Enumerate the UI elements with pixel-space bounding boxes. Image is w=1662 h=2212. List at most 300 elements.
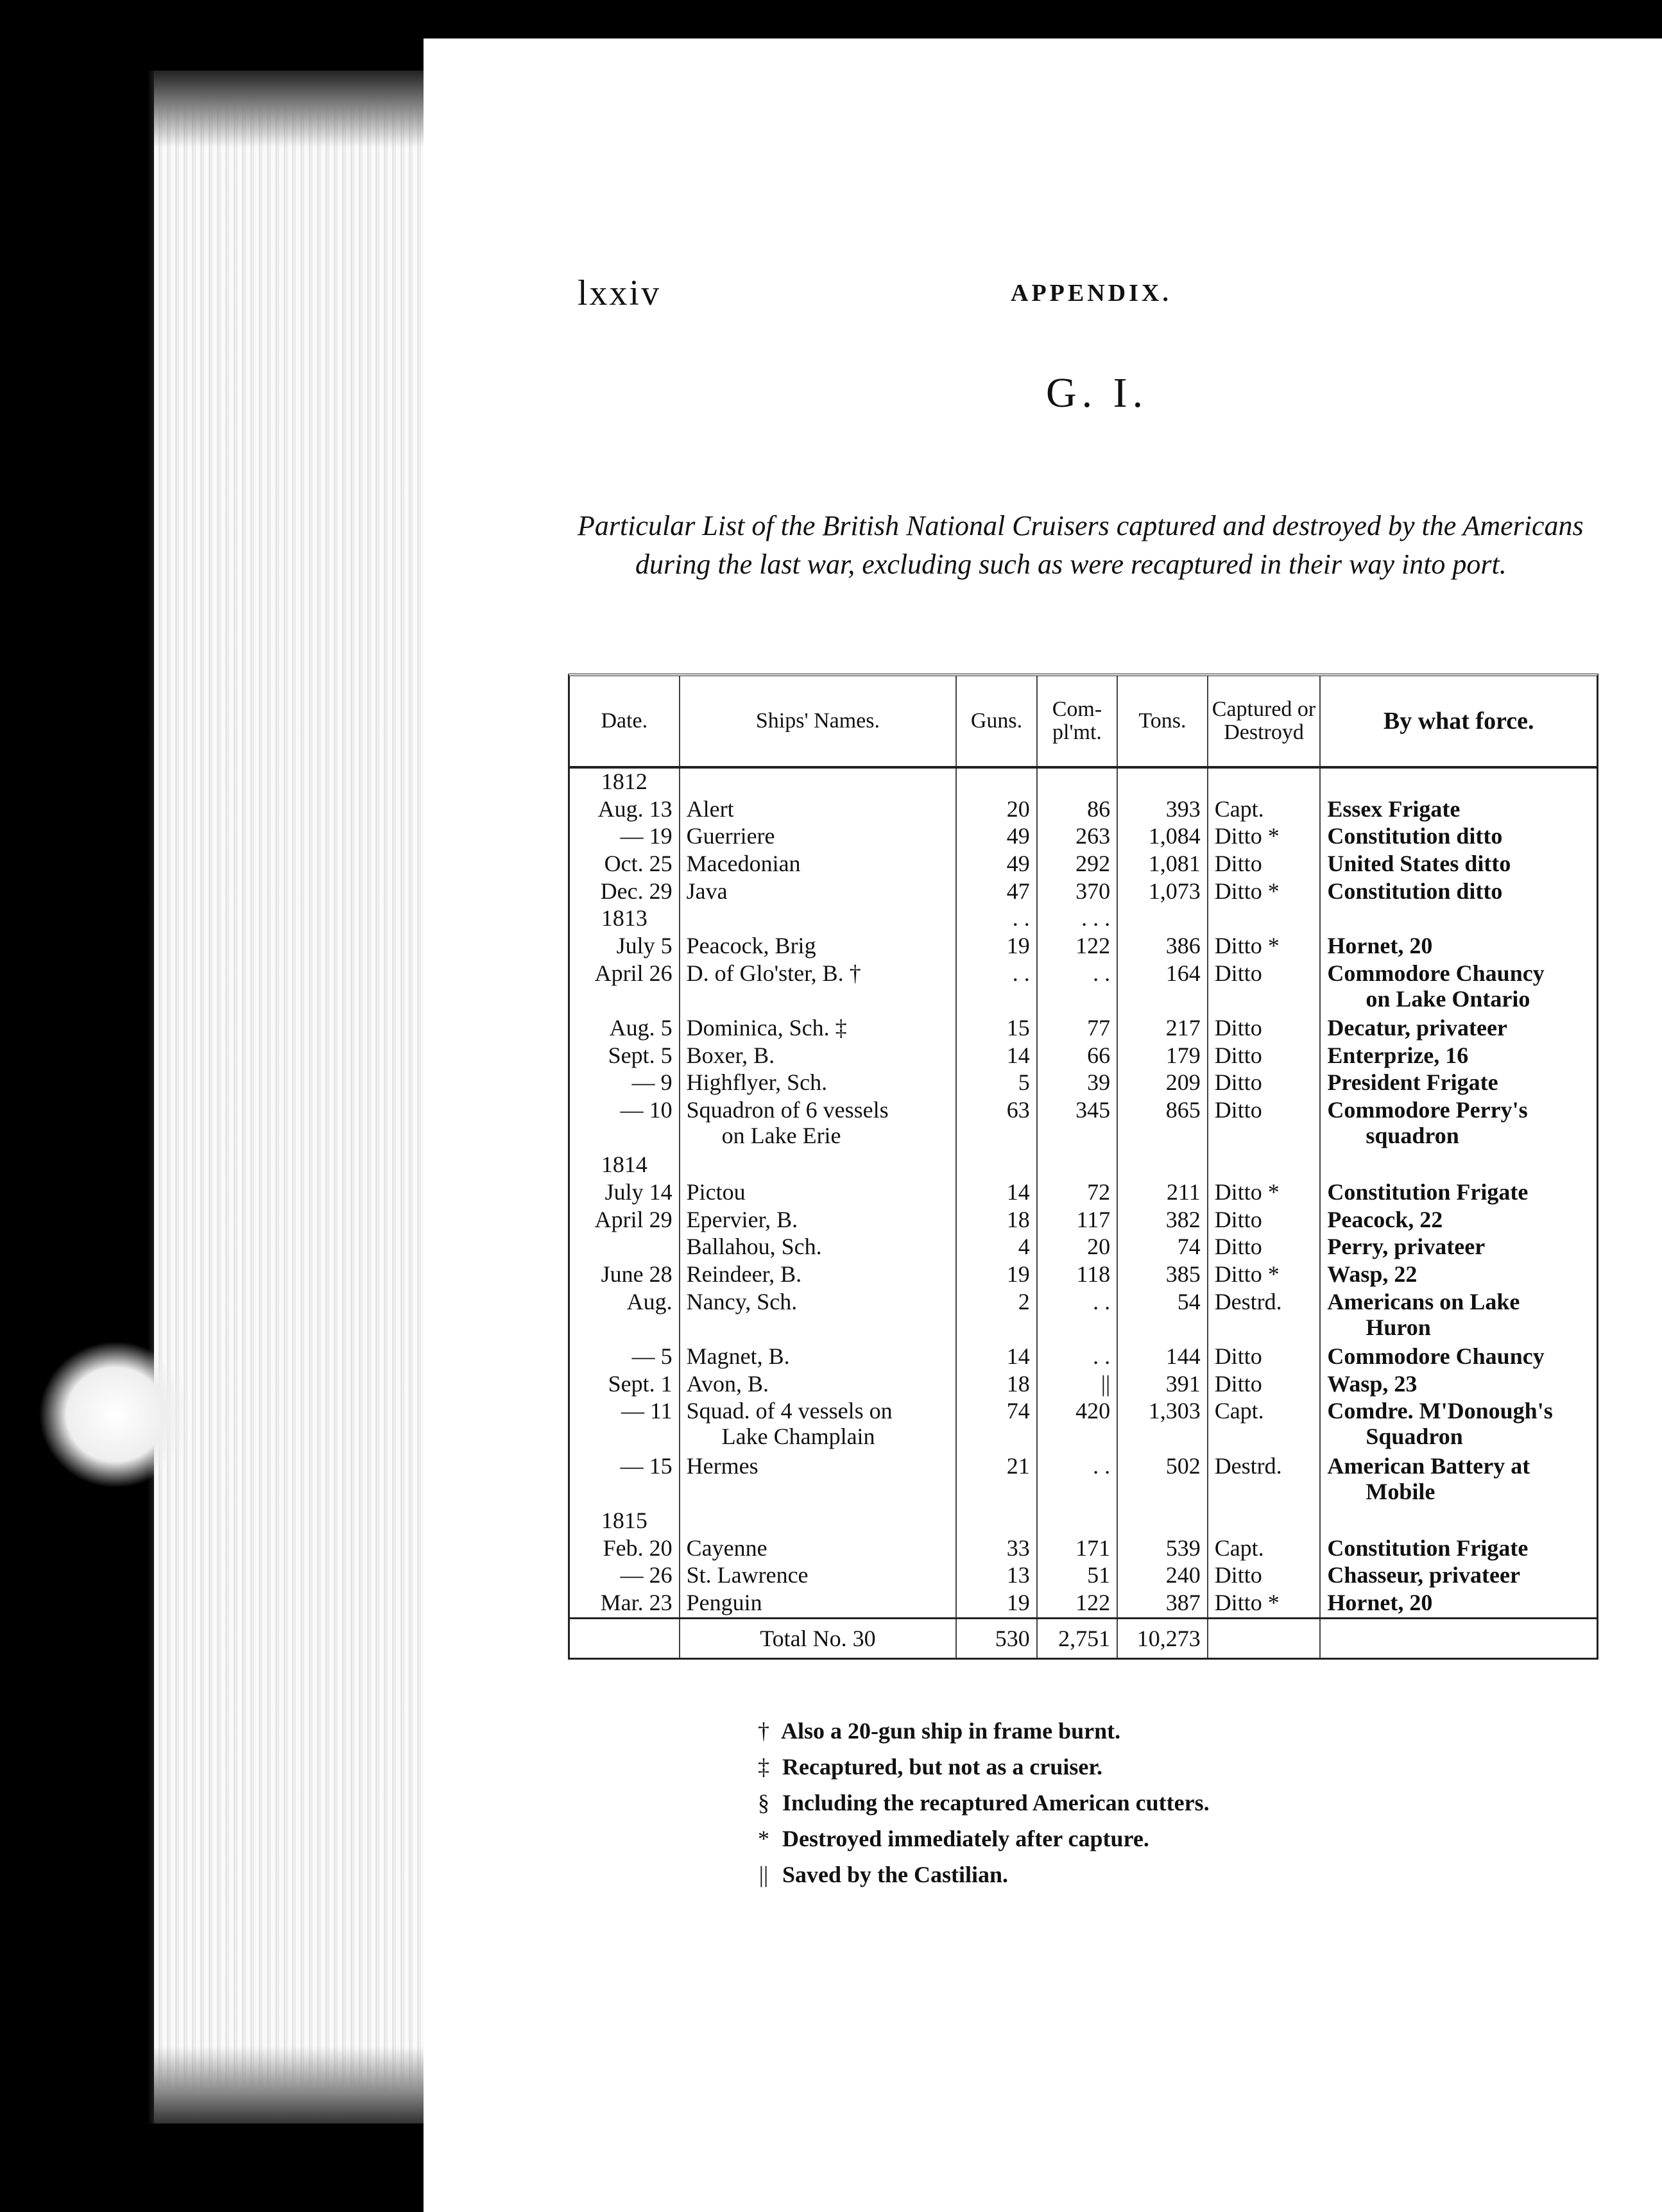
cell-guns <box>956 1261 1036 1289</box>
footnote <box>751 1821 1521 1857</box>
total-date-cell <box>570 1619 680 1658</box>
cell-status <box>1208 1234 1321 1261</box>
cell-tons-text: 502 <box>1165 1452 1201 1479</box>
year-row <box>570 905 1597 933</box>
cell-ship-name-text: Dominica, Sch. ‡ <box>686 1015 847 1041</box>
footnote <box>751 1749 1521 1785</box>
cell-complement-text: 20 <box>1087 1234 1111 1260</box>
cell-status-text: Ditto <box>1214 960 1262 986</box>
cell-force <box>1320 1179 1597 1207</box>
cell-ship-name-text: Highflyer, Sch. <box>686 1069 828 1096</box>
cell-complement <box>1037 1234 1117 1261</box>
cell-complement-text: 77 <box>1087 1015 1111 1041</box>
cell-force <box>1320 796 1597 824</box>
cell-date-text: Feb. 20 <box>603 1535 673 1561</box>
cell-complement-text: 122 <box>1075 1589 1111 1615</box>
footnote-mark: † <box>758 1718 769 1744</box>
cell-guns-text: 19 <box>1006 1261 1030 1287</box>
cell-guns <box>956 1453 1036 1508</box>
cell-status <box>1208 767 1321 796</box>
cell-tons-text: 240 <box>1165 1562 1201 1588</box>
cell-force-text: Decatur, privateer <box>1327 1015 1507 1041</box>
cell-ship-name-text: St. Lawrence <box>686 1562 809 1588</box>
cell-guns <box>956 1234 1036 1261</box>
cell-ship-name-text: Avon, B. <box>686 1370 769 1397</box>
cell-date <box>570 767 680 796</box>
cell-status-text: Ditto <box>1214 1562 1262 1588</box>
cell-tons-text: 382 <box>1165 1206 1201 1232</box>
footnote <box>751 1713 1521 1749</box>
cell-status <box>1208 1179 1321 1207</box>
cell-complement <box>1037 767 1117 796</box>
cell-tons-text: 74 <box>1177 1234 1201 1260</box>
year-row <box>570 1508 1597 1535</box>
cell-guns <box>956 1590 1036 1617</box>
cell-tons <box>1117 851 1208 878</box>
cell-date-text: 1812 <box>601 769 647 794</box>
cell-complement <box>1037 1590 1117 1617</box>
cell-tons-text: 865 <box>1165 1097 1201 1123</box>
cell-status <box>1208 905 1321 933</box>
cell-guns <box>956 960 1036 1015</box>
cell-tons <box>1117 823 1208 851</box>
cell-ship-name <box>680 1207 957 1234</box>
cell-date <box>570 1207 680 1234</box>
cell-complement-text: 86 <box>1087 795 1111 822</box>
cell-complement-text: 118 <box>1076 1261 1111 1287</box>
cell-tons-text: 144 <box>1165 1343 1201 1369</box>
cell-tons-text: 385 <box>1165 1261 1201 1287</box>
cell-status <box>1208 1562 1321 1590</box>
cell-status <box>1208 1289 1321 1343</box>
ledger-table <box>570 676 1597 1658</box>
cell-ship-name-text: Reindeer, B. <box>686 1261 802 1287</box>
page-header <box>424 273 1662 324</box>
cell-complement <box>1037 1015 1117 1042</box>
cell-status <box>1208 1343 1321 1371</box>
cell-date <box>570 1015 680 1042</box>
cell-status <box>1208 1398 1321 1452</box>
book-page <box>424 38 1662 2212</box>
cell-date-text: July 5 <box>616 933 673 959</box>
cell-status <box>1208 1508 1321 1535</box>
table-row <box>570 1261 1597 1289</box>
cell-complement <box>1037 1371 1117 1399</box>
cell-complement <box>1037 1398 1117 1452</box>
cell-force <box>1320 905 1597 933</box>
cell-ship-name-text: Pictou <box>686 1179 746 1205</box>
cell-status <box>1208 1015 1321 1042</box>
table-row <box>570 1398 1597 1452</box>
cell-tons <box>1117 1590 1208 1617</box>
cell-complement-text: 117 <box>1076 1206 1111 1232</box>
cell-ship-name <box>680 1042 957 1070</box>
cell-date-text: April 29 <box>594 1206 673 1232</box>
cell-guns-text: 14 <box>1006 1042 1030 1068</box>
cell-status <box>1208 1042 1321 1070</box>
cell-ship-name <box>680 1398 957 1452</box>
cell-force-text: Enterprize, 16 <box>1327 1042 1469 1068</box>
footnotes <box>751 1713 1521 1893</box>
footnote-mark: § <box>758 1790 769 1816</box>
header-row <box>570 676 1597 767</box>
cell-complement-text: 66 <box>1087 1042 1111 1068</box>
cell-ship-name-text: Macedonian <box>686 851 801 877</box>
cell-ship-name <box>680 1535 957 1563</box>
cell-ship-name <box>680 1015 957 1042</box>
cell-complement <box>1037 1261 1117 1289</box>
cell-tons <box>1117 1261 1208 1289</box>
cell-complement-text: 292 <box>1075 851 1111 877</box>
cell-ship-name <box>680 851 957 878</box>
cell-ship-name <box>680 933 957 960</box>
cell-force-text: Americans on Lake <box>1327 1288 1520 1314</box>
cell-tons <box>1117 933 1208 960</box>
cell-date <box>570 1234 680 1261</box>
cell-ship-name <box>680 1069 957 1097</box>
cell-date-text: April 26 <box>594 960 673 986</box>
cell-complement <box>1037 1535 1117 1563</box>
cell-force <box>1320 823 1597 851</box>
cell-tons-text: 217 <box>1165 1015 1201 1041</box>
cell-force <box>1320 1343 1597 1371</box>
cell-guns-text: 14 <box>1006 1179 1030 1205</box>
cell-complement-text: 72 <box>1087 1179 1111 1205</box>
cell-complement-text: . . <box>1093 1452 1111 1479</box>
cell-ship-name-text: Ballahou, Sch. <box>686 1234 822 1260</box>
ledger-body <box>570 767 1597 1658</box>
cell-date <box>570 905 680 933</box>
cell-complement <box>1037 1343 1117 1371</box>
table-row <box>570 1179 1597 1207</box>
cell-tons <box>1117 1453 1208 1508</box>
cell-date <box>570 1069 680 1097</box>
cell-date-text: — 19 <box>620 823 673 849</box>
cell-complement-text: . . <box>1093 1288 1111 1314</box>
cell-force <box>1320 933 1597 960</box>
cell-tons <box>1117 1289 1208 1343</box>
cell-ship-name <box>680 1152 957 1179</box>
cell-date <box>570 1261 680 1289</box>
table-row <box>570 1042 1597 1070</box>
cell-status-text: Capt. <box>1214 795 1264 822</box>
cell-force-text: Chasseur, privateer <box>1327 1562 1520 1588</box>
page-number: lxxiv <box>578 273 662 313</box>
cell-ship-name <box>680 767 957 796</box>
cell-tons <box>1117 1152 1208 1179</box>
cell-complement <box>1037 1562 1117 1590</box>
cell-force <box>1320 1508 1597 1535</box>
cell-date <box>570 878 680 906</box>
cell-guns <box>956 1069 1036 1097</box>
cell-force-text: Commodore Chauncy <box>1327 1343 1545 1369</box>
footnote-mark: ‡ <box>758 1754 769 1780</box>
cell-force <box>1320 1097 1597 1152</box>
cell-force-continuation: squadron <box>1366 1123 1459 1149</box>
cell-ship-name <box>680 1590 957 1617</box>
cell-guns-text: . . <box>1012 905 1030 932</box>
cell-force-text: Constitution ditto <box>1327 823 1503 849</box>
cell-status-text: Ditto * <box>1214 1179 1280 1205</box>
cell-tons <box>1117 1371 1208 1399</box>
cell-status <box>1208 1069 1321 1097</box>
cell-date-text: Aug. 5 <box>609 1015 673 1041</box>
cell-complement-text: . . <box>1093 1343 1111 1369</box>
cell-ship-name-text: Squad. of 4 vessels on <box>686 1398 893 1424</box>
cell-complement <box>1037 1179 1117 1207</box>
cell-date-text: 1815 <box>601 1507 647 1533</box>
cell-guns <box>956 1015 1036 1042</box>
cell-date-text: June 28 <box>601 1261 673 1287</box>
cell-date <box>570 823 680 851</box>
cell-ship-name-text: D. of Glo'ster, B. † <box>686 960 861 986</box>
year-row <box>570 767 1597 796</box>
cell-guns-text: 21 <box>1006 1452 1030 1479</box>
cell-guns <box>956 1343 1036 1371</box>
cell-complement <box>1037 1042 1117 1070</box>
cell-complement-text: 122 <box>1075 933 1111 959</box>
cell-ship-name <box>680 796 957 824</box>
cell-guns-text: 20 <box>1006 795 1030 822</box>
cell-guns-text: 5 <box>1018 1069 1030 1096</box>
cell-tons-text: 211 <box>1167 1179 1201 1205</box>
cell-date <box>570 1371 680 1399</box>
cell-ship-name <box>680 1343 957 1371</box>
cell-status <box>1208 1152 1321 1179</box>
cell-date <box>570 1179 680 1207</box>
cell-ship-name-text: Magnet, B. <box>686 1343 790 1369</box>
cell-complement <box>1037 1207 1117 1234</box>
cell-date <box>570 1097 680 1152</box>
cell-guns-text: 74 <box>1006 1398 1030 1424</box>
cell-complement <box>1037 1289 1117 1343</box>
cell-status-text: Ditto * <box>1214 933 1280 959</box>
cell-status <box>1208 878 1321 906</box>
cell-date-text: Mar. 23 <box>600 1589 673 1615</box>
cell-ship-name-text: Peacock, Brig <box>686 933 816 959</box>
cell-guns <box>956 1207 1036 1234</box>
cell-force-text: Constitution Frigate <box>1327 1179 1529 1205</box>
col-complement-header: Com- pl'mt. <box>1037 676 1117 767</box>
cell-date-text: — 15 <box>620 1452 673 1479</box>
footnote-text: Recaptured, but not as a cruiser. <box>782 1754 1103 1780</box>
cell-force-text: Peacock, 22 <box>1327 1206 1443 1232</box>
cell-guns <box>956 823 1036 851</box>
cell-complement-text: . . . <box>1081 905 1111 932</box>
footnote-text: Including the recaptured American cutters. <box>782 1790 1210 1816</box>
cell-tons <box>1117 905 1208 933</box>
cell-tons <box>1117 1097 1208 1152</box>
cell-ship-name-text: Hermes <box>686 1452 758 1479</box>
cell-complement-text: 51 <box>1087 1562 1111 1588</box>
cell-force <box>1320 1535 1597 1563</box>
cell-force-text: Perry, privateer <box>1327 1234 1486 1260</box>
cell-status-text: Capt. <box>1214 1398 1264 1424</box>
table-row <box>570 1535 1597 1563</box>
cell-ship-name-text: Penguin <box>686 1589 762 1615</box>
cell-complement-text: 171 <box>1075 1535 1111 1561</box>
cell-complement <box>1037 1453 1117 1508</box>
footnote-mark: || <box>758 1862 769 1887</box>
cell-ship-name <box>680 878 957 906</box>
cell-force <box>1320 767 1597 796</box>
cell-guns-text: 19 <box>1006 933 1030 959</box>
cell-force <box>1320 1015 1597 1042</box>
cell-tons <box>1117 1015 1208 1042</box>
table-row <box>570 1097 1597 1152</box>
cell-guns <box>956 1179 1036 1207</box>
cell-ship-name <box>680 1289 957 1343</box>
cell-ship-name-text: Boxer, B. <box>686 1042 775 1068</box>
cell-tons-text: 393 <box>1165 795 1201 822</box>
cell-guns <box>956 933 1036 960</box>
cell-tons-text: 1,303 <box>1148 1398 1201 1424</box>
table-row <box>570 933 1597 960</box>
cell-date <box>570 1042 680 1070</box>
cell-guns <box>956 1097 1036 1152</box>
cell-force-text: Hornet, 20 <box>1327 933 1433 959</box>
cell-complement-text: 370 <box>1075 878 1111 904</box>
cell-ship-name-text: Epervier, B. <box>686 1206 798 1232</box>
cell-complement <box>1037 1069 1117 1097</box>
table-row <box>570 1343 1597 1371</box>
cell-force <box>1320 878 1597 906</box>
cell-complement <box>1037 1508 1117 1535</box>
cell-tons-text: 209 <box>1165 1069 1201 1096</box>
cell-ship-name-continuation: Lake Champlain <box>721 1424 875 1450</box>
cell-ship-name <box>680 1179 957 1207</box>
cell-force <box>1320 851 1597 878</box>
cell-guns <box>956 1152 1036 1179</box>
cell-guns <box>956 1562 1036 1590</box>
cell-guns <box>956 1398 1036 1452</box>
cell-ship-name-text: Guerriere <box>686 823 775 849</box>
cell-date-text: — 11 <box>621 1398 673 1424</box>
cell-ship-name <box>680 823 957 851</box>
table-row <box>570 1453 1597 1508</box>
cell-force-text: President Frigate <box>1327 1069 1498 1096</box>
cell-guns <box>956 1042 1036 1070</box>
cell-date-text: — 26 <box>620 1562 673 1588</box>
total-complement: 2,751 <box>1037 1619 1117 1658</box>
cell-status <box>1208 960 1321 1015</box>
cell-guns <box>956 1371 1036 1399</box>
cell-status-text: Ditto <box>1214 1042 1262 1068</box>
cell-status <box>1208 1207 1321 1234</box>
col-guns-header: Guns. <box>956 676 1036 767</box>
cell-guns-text: 4 <box>1018 1234 1030 1260</box>
cell-ship-name-text: Cayenne <box>686 1535 767 1561</box>
cell-status-text: Ditto <box>1214 1015 1262 1041</box>
cell-date <box>570 1535 680 1563</box>
cell-tons <box>1117 1343 1208 1371</box>
footnote-text: Also a 20-gun ship in frame burnt. <box>781 1718 1121 1744</box>
cell-guns-text: 49 <box>1006 851 1030 877</box>
cell-complement-text: 345 <box>1075 1097 1111 1123</box>
table-row <box>570 1289 1597 1343</box>
cell-date-text: — 10 <box>620 1097 673 1123</box>
cell-guns <box>956 851 1036 878</box>
cell-guns-text: 33 <box>1006 1535 1030 1561</box>
cell-status-text: Ditto <box>1214 1370 1262 1397</box>
cell-ship-name <box>680 1261 957 1289</box>
footnote <box>751 1857 1521 1893</box>
cell-guns-text: 2 <box>1018 1288 1030 1314</box>
cell-ship-name-text: Nancy, Sch. <box>686 1288 798 1314</box>
year-row <box>570 1152 1597 1179</box>
cell-ship-name <box>680 1453 957 1508</box>
cell-force-text: Commodore Perry's <box>1327 1097 1528 1123</box>
cell-tons <box>1117 960 1208 1015</box>
cell-status-text: Ditto * <box>1214 1589 1280 1615</box>
table-row <box>570 1015 1597 1042</box>
cell-guns-text: 18 <box>1006 1206 1030 1232</box>
cell-status <box>1208 1371 1321 1399</box>
cell-ship-name <box>680 1234 957 1261</box>
col-status-header: Captured or Destroyd <box>1208 676 1321 767</box>
cell-guns-text: 14 <box>1006 1343 1030 1369</box>
cell-date <box>570 1343 680 1371</box>
table-row <box>570 1590 1597 1617</box>
table-row <box>570 1069 1597 1097</box>
cell-force-continuation: Squadron <box>1366 1424 1463 1450</box>
footnote-text: Destroyed immediately after capture. <box>782 1826 1149 1851</box>
cell-force-text: Constitution Frigate <box>1327 1535 1529 1561</box>
cell-force <box>1320 1234 1597 1261</box>
cell-force <box>1320 1590 1597 1617</box>
cell-ship-name-text: Alert <box>686 795 734 822</box>
table-row <box>570 1234 1597 1261</box>
cell-force-text: Comdre. M'Donough's <box>1327 1398 1553 1424</box>
cell-guns-text: . . <box>1012 960 1030 986</box>
cell-status <box>1208 1453 1321 1508</box>
cell-date-text: July 14 <box>604 1179 673 1205</box>
cell-force <box>1320 960 1597 1015</box>
cell-date <box>570 960 680 1015</box>
cell-guns-text: 15 <box>1006 1015 1030 1041</box>
cell-complement <box>1037 905 1117 933</box>
cell-date-text: Sept. 1 <box>608 1370 673 1397</box>
cell-date <box>570 796 680 824</box>
cell-force-continuation: on Lake Ontario <box>1366 985 1530 1012</box>
cell-ship-name <box>680 960 957 1015</box>
cell-complement <box>1037 1097 1117 1152</box>
cell-complement <box>1037 851 1117 878</box>
cell-ship-name <box>680 1562 957 1590</box>
cell-tons <box>1117 1535 1208 1563</box>
cell-force-continuation: Huron <box>1366 1314 1431 1340</box>
cell-status-text: Ditto * <box>1214 878 1280 904</box>
cell-date-text: Aug. 13 <box>597 795 673 822</box>
col-tons-header: Tons. <box>1117 676 1208 767</box>
cell-status <box>1208 1535 1321 1563</box>
cell-date-text: Dec. 29 <box>600 878 673 904</box>
cell-ship-name <box>680 1371 957 1399</box>
cell-force <box>1320 1371 1597 1399</box>
cell-tons-text: 179 <box>1165 1042 1201 1068</box>
cell-date <box>570 1590 680 1617</box>
cell-date-text: — 5 <box>631 1343 673 1369</box>
cell-ship-name-text: Java <box>686 878 728 904</box>
cell-guns <box>956 1508 1036 1535</box>
cell-status <box>1208 796 1321 824</box>
cell-tons <box>1117 1398 1208 1452</box>
cell-date-text: Aug. <box>626 1288 673 1314</box>
cell-status <box>1208 823 1321 851</box>
total-row <box>570 1619 1597 1658</box>
cell-status-text: Ditto <box>1214 1343 1262 1369</box>
cell-guns-text: 47 <box>1006 878 1030 904</box>
